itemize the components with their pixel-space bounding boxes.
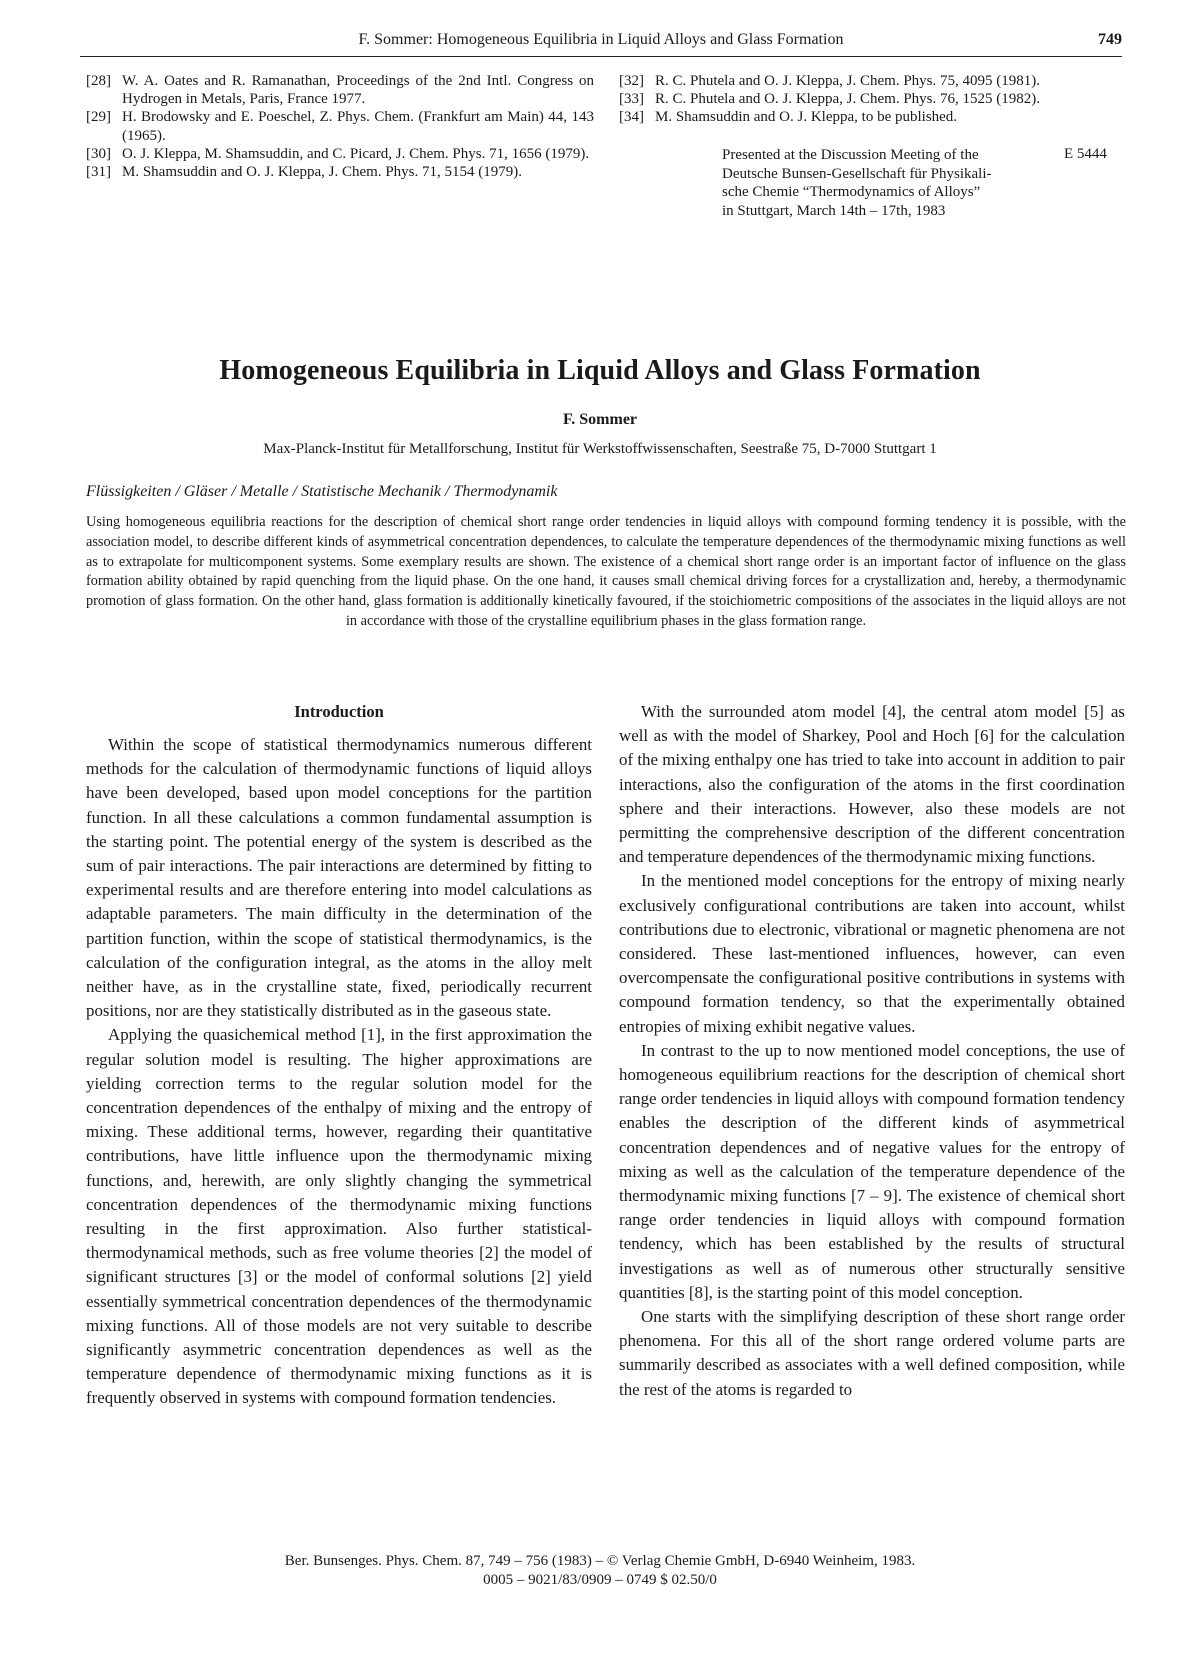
reference-item (619, 72, 1127, 90)
issn-line: 0005 – 9021/83/0909 – 0749 $ 02.50/0 (483, 1572, 717, 1588)
reference-item (619, 90, 1127, 108)
reference-item (619, 108, 1127, 126)
reference-item (86, 108, 594, 144)
references-right (619, 72, 1127, 127)
body-column-left (86, 700, 592, 1411)
body-paragraph: With the surrounded atom model [4], the central atom model [5] as well as with the model of Sharkey, Pool and Hoch [6] for the calculation of the mixing enthalpy one has tried to take into account in addition to pair interactions, also the configuration of the atoms in the first coordination sphere and their interactions. However, also these models are not permitting the comprehensive description of the different concentration and temperature dependences of the thermodynamic mixing functions. (619, 702, 1125, 867)
article-author: F. Sommer (562, 411, 638, 428)
body-paragraph: One starts with the simplifying description of these short range order phenomena. For this all of the short range ordered volume parts are summarily described as associates with a well defined composition, while the rest of the atoms is regarded to (619, 1307, 1125, 1399)
reference-item (86, 72, 594, 108)
keywords: Flüssigkeiten / Gläser / Metalle / Statistische Mechanik / Thermodynamik (86, 483, 558, 500)
page-number: 749 (1098, 31, 1122, 48)
section-heading: Introduction (294, 702, 384, 721)
reference-text: H. Brodowsky and E. Poeschel, Z. Phys. Chem. (Frankfurt am Main) 44, 143 (1965). (122, 109, 594, 144)
body-paragraph: Within the scope of statistical thermodynamics numerous different methods for the calculation of thermodynamic functions of liquid alloys have been developed, based upon model conceptions for the partition function. In all these calculations a common fundamental assumption is the starting point. The potential energy of the system is described as the sum of pair interactions. The pair interactions are determined by fitting to experimental results and are therefore entering into model calculations as adaptable parameters. The main difficulty in the determination of the partition function, within the scope of statistical thermodynamics, is the calculation of the configuration integral, as the atoms in the alloy melt neither have, as in the crystalline state, fixed, periodically recurrent positions, nor are they statistically distributed as in the gaseous state. (86, 735, 592, 1021)
reference-text: O. J. Kleppa, M. Shamsuddin, and C. Picard, J. Chem. Phys. 71, 1656 (1979). (122, 145, 590, 162)
manuscript-code: E 5444 (1064, 146, 1107, 162)
reference-number: [31] (86, 164, 111, 181)
reference-text: M. Shamsuddin and O. J. Kleppa, to be published. (655, 109, 958, 126)
running-title: F. Sommer: Homogeneous Equilibria in Liquid Alloys and Glass Formation (358, 31, 844, 48)
references-left (86, 72, 594, 181)
reference-text: R. C. Phutela and O. J. Kleppa, J. Chem. Phys. 76, 1525 (1982). (655, 91, 1040, 108)
reference-number: [33] (619, 91, 644, 108)
publication-footer (0, 1552, 1200, 1590)
citation-line: Ber. Bunsenges. Phys. Chem. 87, 749 – 756 (1983) – © Verlag Chemie GmbH, D-6940 Weinheim, 1983. (284, 1553, 916, 1569)
body-paragraph: In the mentioned model conceptions for the entropy of mixing nearly exclusively configurational contributions are taken into account, whilst contributions due to electronic, vibrational or magnetic phenomena are not considered. These last-mentioned influences, however, can even overcompensate the configurational positive contributions in systems with compound formation tendency, so that the experimentally obtained entropies of mixing exhibit negative values. (619, 871, 1125, 1036)
body-paragraph: In contrast to the up to now mentioned model conceptions, the use of homogeneous equilibrium reactions for the description of chemical short range order tendencies in liquid alloys with compound formation tendency enables the description of the different kinds of asymmetrical concentration dependences and of negative values for the entropy of mixing as well as the calculation of the temperature dependence of the thermodynamic mixing functions [7 – 9]. The existence of chemical short range order tendencies in liquid alloys with compound formation tendency, which has been established by the results of structural investigations as well as of numerous other structurally sensitive quantities [8], is the starting point of this model conception. (619, 1040, 1125, 1302)
reference-text: R. C. Phutela and O. J. Kleppa, J. Chem. Phys. 75, 4095 (1981). (655, 73, 1040, 89)
reference-number: [34] (619, 109, 644, 126)
author-affiliation: Max-Planck-Institut für Metallforschung, Institut für Werkstoffwissenschaften, Seestraße 75, D-7000 Stuttgart 1 (263, 441, 937, 457)
reference-number: [32] (619, 73, 644, 89)
reference-item (86, 163, 594, 181)
reference-text: W. A. Oates and R. Ramanathan, Proceedings of the 2nd Intl. Congress on Hydrogen in Metals, Paris, France 1977. (122, 73, 594, 108)
body-paragraph: Applying the quasichemical method [1], in the first approximation the regular solution model is resulting. The higher approximations are yielding correction terms to the regular solution model for the concentration dependences of the enthalpy of mixing and the entropy of mixing. These additional terms, however, regarding their quantitative contributions, have little influence upon the thermodynamic mixing functions, and, herewith, are only slightly changing the symmetrical concentration dependences of the thermodynamic mixing functions resulting in the first approximation. Also further statistical-thermodynamical methods, such as free volume theories [2] the model of significant structures [3] or the model of conformal solutions [2] yield essentially symmetrical concentration dependences of the thermodynamic mixing functions. All of those models are not very suitable to describe significantly asymmetric concentration dependences as well as the temperature dependence of thermodynamic mixing functions as it is frequently observed in systems with compound formation tendencies. (86, 1025, 592, 1408)
reference-number: [29] (86, 109, 111, 126)
presented-note: Presented at the Discussion Meeting of the Deutsche Bunsen-Gesellschaft für Physikali- sche Chemie “Thermodynamics of Alloys” in Stuttgart, March 14th – 17th, 1983 (722, 147, 992, 219)
running-header (80, 30, 1122, 57)
article-title: Homogeneous Equilibria in Liquid Alloys and Glass Formation (219, 355, 981, 386)
reference-number: [30] (86, 145, 111, 162)
reference-number: [28] (86, 73, 111, 89)
body-column-right (619, 700, 1125, 1402)
reference-item (86, 145, 594, 163)
abstract: Using homogeneous equilibria reactions for the description of chemical short range order tendencies in liquid alloys with compound forming tendency it is possible, with the association model, to describe different kinds of asymmetrical concentration dependences, to calculate the temperature dependences of the thermodynamic mixing functions as well as to extrapolate for multicomponent systems. Some exemplary results are shown. The existence of a chemical short range order is an important factor of influence on the glass formation ability obtained by rapid quenching from the liquid phase. On the one hand, it causes small chemical driving forces for a crystallization and, hereby, a thermodynamic promotion of glass formation. On the other hand, glass formation is additionally kinetically favoured, if the stoichiometric compositions of the associates in the liquid alloys are not in accordance with those of the crystalline equilibrium phases in the glass formation range. (86, 514, 1126, 629)
reference-text: M. Shamsuddin and O. J. Kleppa, J. Chem. Phys. 71, 5154 (1979). (122, 164, 522, 181)
